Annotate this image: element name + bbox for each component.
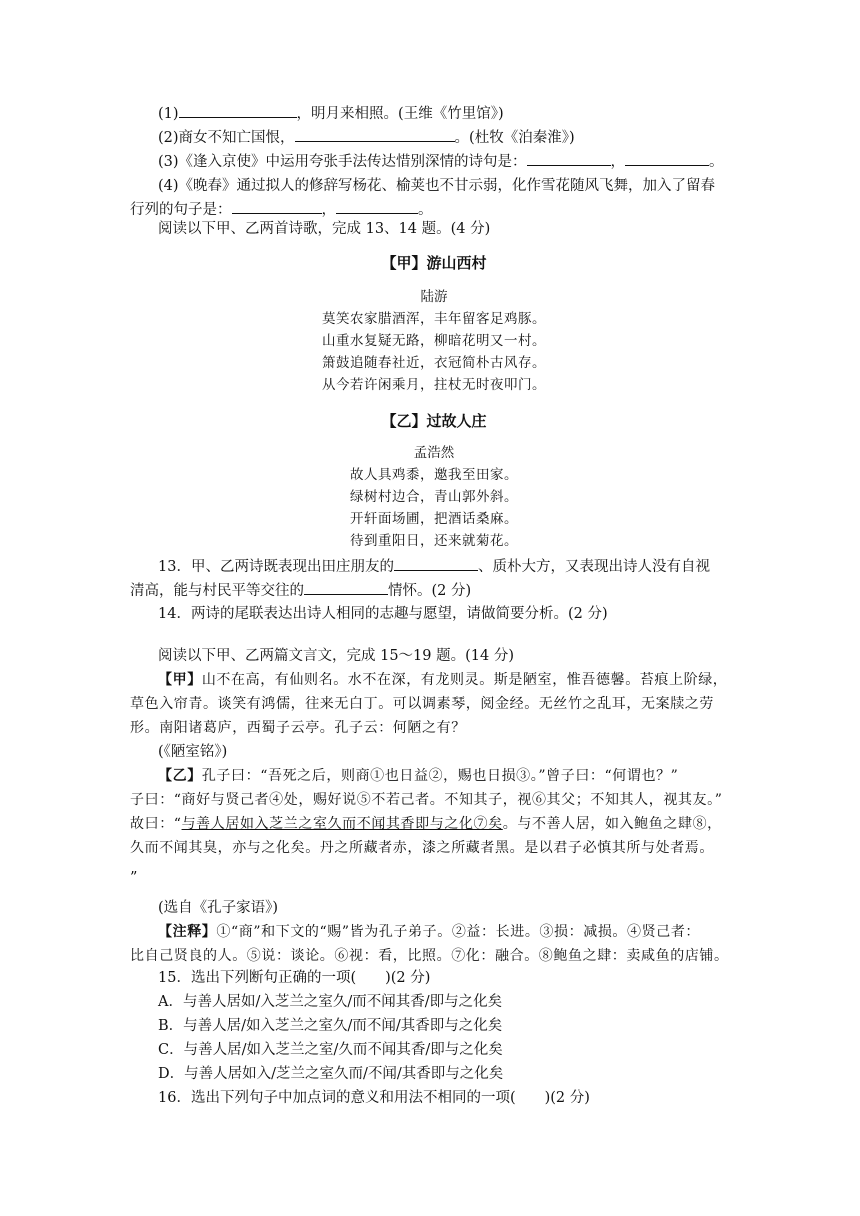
poem-a-line-1: 莫笑农家腊酒浑，丰年留客足鸡豚。	[322, 311, 546, 327]
poems-intro: 阅读以下甲、乙两首诗歌，完成 13、14 题。(4 分)	[158, 221, 491, 237]
q2-blank[interactable]	[295, 127, 455, 142]
text-b-line3-post: 。与不善人居，如入鲍鱼之肆⑧，	[502, 816, 722, 832]
text-b-underlined-sentence: 与善人居如入芝兰之室久而不闻其香即与之化⑦矣	[181, 816, 503, 832]
poem-a-line-2: 山重水复疑无路，柳暗花明又一村。	[322, 333, 546, 349]
poem-b-line-1: 故人具鸡黍，邀我至田家。	[350, 467, 518, 483]
text-b-label: 【乙】	[158, 768, 202, 784]
q3-blank-1[interactable]	[527, 151, 611, 166]
text-a-line1-text: 山不在高，有仙则名。水不在深，有龙则灵。斯是陋室，惟吾德馨。苔痕上阶绿，	[201, 672, 728, 688]
poem-b-line-3: 开轩面场圃，把酒话桑麻。	[350, 511, 518, 527]
q15-option-c[interactable]: C．与善人居/如入芝兰之室/久而不闻其香/即与之化矣	[158, 1042, 503, 1058]
q4-end: 。	[418, 202, 433, 218]
q15-option-b[interactable]: B．与善人居/如入芝兰之室久/而不闻/其香即与之化矣	[158, 1018, 503, 1034]
notes-line2: 比自己贤良的人。⑤说：谈论。⑥视：看，比照。⑦化：融合。⑧鲍鱼之肆：卖咸鱼的店铺。	[130, 948, 729, 964]
q13-line2	[130, 580, 710, 602]
poem-b-title: 【乙】过故人庄	[381, 412, 487, 430]
poem-a-line-4: 从今若许闲乘月，拄杖无时夜叩门。	[322, 377, 546, 393]
q13-text-b: 、质朴大方，又表现出诗人没有自视	[477, 559, 710, 575]
q13-line1	[158, 556, 738, 578]
text-b-line2: 子曰：“商好与贤己者④处，赐好说⑤不若己者。不知其子，视⑥其父；不知其人，视其友。”	[130, 792, 723, 808]
q4-blank-2[interactable]	[336, 199, 418, 214]
text-a-label: 【甲】	[158, 672, 202, 688]
poem-a-author: 陆游	[420, 289, 448, 305]
q1-blank[interactable]	[179, 103, 297, 118]
fill-in-q2	[158, 127, 738, 149]
text-b-line3	[130, 813, 722, 835]
q2-suffix: 。(杜牧《泊秦淮》)	[454, 130, 575, 146]
text-a-line1	[158, 669, 738, 691]
text-a-line3: 形。南阳诸葛庐，西蜀子云亭。孔子云：何陋之有？	[130, 720, 466, 736]
notes-line1	[158, 921, 738, 943]
q1-prefix: (1)	[158, 106, 179, 122]
q13-blank-1[interactable]	[394, 556, 478, 571]
text-b-line3-pre: 故曰：“	[130, 816, 182, 832]
q15-option-a[interactable]: A．与善人居如/入芝兰之室久/而不闻其香/即与之化矣	[158, 994, 503, 1010]
poem-b-line-2: 绿树村边合，青山郭外斜。	[350, 489, 518, 505]
text-b-line4: 久而不闻其臭，亦与之化矣。丹之所藏者赤，漆之所藏者黑。是以君子必慎其所与处者焉。	[130, 840, 714, 856]
q1-suffix: ，明月来相照。(王维《竹里馆》)	[296, 106, 504, 122]
q13-text-d: 情怀。(2 分)	[388, 583, 472, 599]
q3-blank-2[interactable]	[625, 151, 709, 166]
q2-prefix: (2)商女不知亡国恨，	[158, 130, 295, 146]
q14: 14．两诗的尾联表达出诗人相同的志趣与愿望，请做简要分析。(2 分)	[158, 606, 608, 622]
text-b-line1	[158, 765, 738, 787]
text-b-source: (选自《孔子家语》)	[158, 900, 279, 916]
text-a-line2: 草色入帘青。谈笑有鸿儒，往来无白丁。可以调素琴，阅金经。无丝竹之乱耳，无案牍之劳	[130, 696, 714, 712]
q13-blank-2[interactable]	[304, 580, 388, 595]
q3-end: 。	[709, 154, 724, 170]
q3-prefix: (3)《逢入京使》中运用夸张手法传达惜别深情的诗句是：	[158, 154, 527, 170]
poem-a-title: 【甲】游山西村	[381, 254, 487, 272]
poem-a-line-3: 箫鼓追随春社近，衣冠简朴古风存。	[322, 355, 546, 371]
fill-in-q4-line1: (4)《晚春》通过拟人的修辞写杨花、榆荚也不甘示弱，化作雪花随风飞舞，加入了留春	[158, 178, 716, 194]
q15-stem: 15．选出下列断句正确的一项( )(2 分)	[158, 970, 431, 986]
q13-text-c: 清高，能与村民平等交往的	[130, 583, 304, 599]
fill-in-q1	[158, 103, 738, 125]
notes-line1-text: ①“商”和下文的“赐”皆为孔子弟子。②益：长进。③损：减损。④贤己者：	[216, 924, 701, 940]
q3-sep: ，	[610, 154, 626, 170]
text-b-close-quote: ”	[130, 870, 138, 886]
text-a-source: (《陋室铭》)	[158, 744, 228, 760]
classical-intro: 阅读以下甲、乙两篇文言文，完成 15～19 题。(14 分)	[158, 648, 514, 664]
q15-option-d[interactable]: D．与善人居如入/芝兰之室久而/不闻/其香即与之化矣	[158, 1066, 504, 1082]
q4-prefix: 行列的句子是：	[130, 202, 232, 218]
poem-b-line-4: 待到重阳日，还来就菊花。	[350, 533, 518, 549]
notes-label: 【注释】	[158, 924, 217, 940]
q4-sep: ，	[321, 202, 336, 218]
fill-in-q3	[158, 151, 738, 173]
q16-stem: 16．选出下列句子中加点词的意义和用法不相同的一项( )(2 分)	[158, 1090, 590, 1106]
q13-text-a: 13．甲、乙两诗既表现出田庄朋友的	[158, 559, 394, 575]
poem-b-author: 孟浩然	[413, 445, 455, 461]
text-b-line1-text: 孔子曰：“吾死之后，则商①也日益②，赐也日损③。”曾子曰：“何谓也？”	[201, 768, 679, 784]
q4-blank-1[interactable]	[232, 199, 322, 214]
